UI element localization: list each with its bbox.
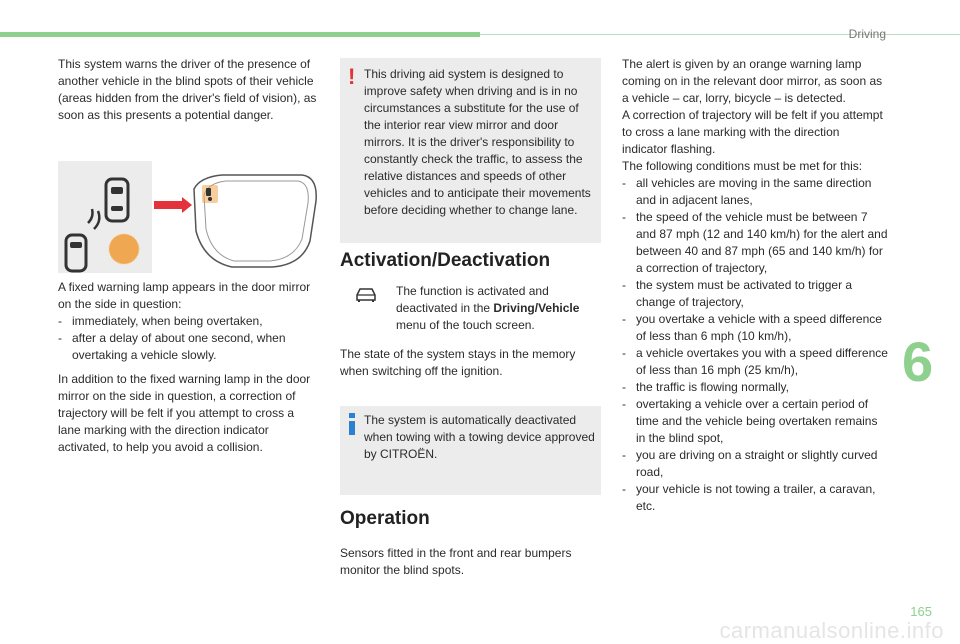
warning-box <box>340 58 601 243</box>
info-text: The system is automatically deactivated when towing with a towing device approved by CITROËN. <box>364 413 595 461</box>
lamp-item-text: after a delay of about one second, when overtaking a vehicle slowly. <box>72 331 286 362</box>
operation-heading: Operation <box>340 508 430 529</box>
list-item: - the speed of the vehicle must be between 7 and 87 mph (12 and 140 km/h) for the alert and between 40 and 87 mph (65 and 140 km/h) for a correction of trajectory, <box>622 210 888 275</box>
info-box <box>340 406 601 495</box>
alert-text: The alert is given by an orange warning lamp coming on in the relevant door mirror, as soon as a vehicle – car, lorry, bicycle – is detected. <box>622 57 883 105</box>
trajectory-text: A correction of trajectory will be felt if you attempt to cross a lane marking with the direction indicator flashing. <box>622 108 883 156</box>
info-icon <box>349 413 355 435</box>
conditions-intro: The following conditions must be met for this: <box>622 159 863 173</box>
conditions-column <box>622 56 888 515</box>
vehicles-diagram-panel <box>58 161 152 273</box>
own-vehicle-icon <box>66 235 86 271</box>
list-item: - you overtake a vehicle with a speed difference of less than 6 mph (10 km/h), <box>622 312 882 343</box>
list-item: - after a delay of about one second, when overtaking a vehicle slowly. <box>58 330 320 364</box>
activation-text: The function is activated and deactivated in the Driving/Vehicle menu of the touch screen. <box>396 284 580 332</box>
blind-spot-vehicle-icon <box>106 179 128 221</box>
list-item: - the system must be activated to trigger a change of trajectory, <box>622 278 853 309</box>
door-mirror-diagram <box>152 161 320 273</box>
lamp-intro: A fixed warning lamp appears in the door mirror on the side in question: <box>58 280 311 311</box>
activation-heading: Activation/Deactivation <box>340 250 551 271</box>
detection-wave-icon <box>88 209 93 223</box>
list-item: - your vehicle is not towing a trailer, a caravan, etc. <box>622 482 876 513</box>
blind-spot-warning-lamp-icon <box>202 185 218 203</box>
warning-exclamation-icon: ! <box>348 64 356 89</box>
list-item: - all vehicles are moving in the same direction and in adjacent lanes, <box>622 176 872 207</box>
page-number: 165 <box>910 604 932 619</box>
lamp-description <box>58 279 320 364</box>
header-rule <box>480 34 960 35</box>
chapter-number: 6 <box>902 330 934 393</box>
blind-spot-illustration <box>58 161 320 273</box>
operation-text: Sensors fitted in the front and rear bumpers monitor the blind spots. <box>340 546 572 577</box>
vehicle-menu-icon <box>354 286 378 304</box>
list-item: - the traffic is flowing normally, <box>622 380 789 394</box>
correction-paragraph: In addition to the fixed warning lamp in the door mirror on the side in question, a correction of trajectory will be felt if you attempt to cross a lane marking with the direction indicator activated, to help you avoid a collision. <box>58 372 311 454</box>
conditions-list <box>622 175 888 515</box>
warning-text: This driving aid system is designed to improve safety when driving and is in no circumstances a substitute for the use of the interior rear view mirror and door mirrors. It is the driver's responsibility to constantly check the traffic, to assess the relative distances and speeds of other vehicles and to anticipate their movements before deciding whether to change lane. <box>364 67 591 217</box>
intro-paragraph <box>58 56 320 124</box>
list-item: - immediately, when being overtaken, <box>58 314 263 328</box>
list-item: - overtaking a vehicle over a certain period of time and the vehicle being overtaken remains in the blind spot, <box>622 397 878 445</box>
menu-name: Driving/Vehicle <box>493 301 580 315</box>
header-accent-bar <box>0 32 480 37</box>
section-title: Driving <box>848 27 886 41</box>
list-item: - a vehicle overtakes you with a speed difference of less than 16 mph (25 km/h), <box>622 346 888 377</box>
intro-text: This system warns the driver of the presence of another vehicle in the blind spots of their vehicle (areas hidden from the driver's field of vision), as soon as this presents a potential danger. <box>58 57 317 122</box>
memory-state-text: The state of the system stays in the memory when switching off the ignition. <box>340 347 576 378</box>
list-item: - you are driving on a straight or slightly curved road, <box>622 448 878 479</box>
watermark: carmanualsonline.info <box>719 618 944 643</box>
vehicles-diagram <box>58 161 152 273</box>
lamp-item-text: immediately, when being overtaken, <box>72 314 263 328</box>
pointer-arrow-icon <box>154 197 192 213</box>
